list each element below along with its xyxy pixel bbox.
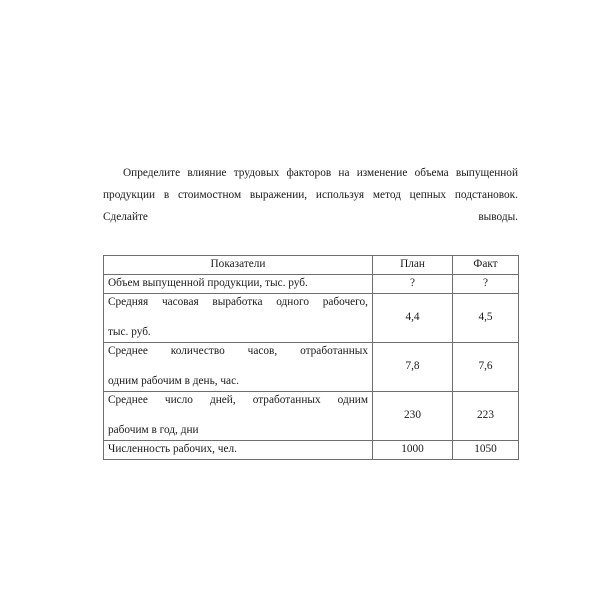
cell-fact: 4,5	[453, 294, 519, 343]
indicator-line: рабочим в год, дни	[108, 424, 199, 436]
indicator-line: Средняя часовая выработка одного рабочего,	[108, 296, 368, 308]
indicator-line: тыс. руб.	[108, 326, 151, 338]
table-row	[104, 343, 519, 392]
table-row	[104, 392, 519, 441]
table-row	[104, 441, 519, 460]
indicator-line: Численность рабочих, чел.	[108, 443, 237, 455]
cell-plan: 1000	[373, 441, 453, 460]
table-row	[104, 294, 519, 343]
cell-indicator	[104, 392, 373, 441]
task-text-block	[103, 162, 518, 250]
indicator-line: Объем выпущенной продукции, тыс. руб.	[108, 277, 308, 289]
cell-indicator	[104, 441, 373, 460]
cell-indicator	[104, 343, 373, 392]
column-header-fact: Факт	[453, 256, 519, 275]
cell-fact: 223	[453, 392, 519, 441]
indicators-table-container	[103, 255, 518, 460]
cell-indicator	[104, 275, 373, 294]
cell-plan: 230	[373, 392, 453, 441]
cell-indicator	[104, 294, 373, 343]
task-paragraph: Определите влияние трудовых факторов на изменение объема выпущенной продукции в стоимостном выражении, используя метод цепных подстановок. Сделайте выводы.	[103, 167, 518, 223]
indicator-line: одним рабочим в день, час.	[108, 375, 239, 387]
indicators-table	[103, 255, 519, 460]
table-body	[104, 275, 519, 460]
table-header-row	[104, 256, 519, 275]
table-row	[104, 275, 519, 294]
cell-fact: 1050	[453, 441, 519, 460]
cell-plan: ?	[373, 275, 453, 294]
column-header-plan: План	[373, 256, 453, 275]
table-header	[104, 256, 519, 275]
cell-plan: 4,4	[373, 294, 453, 343]
indicator-line: Среднее количество часов, отработанных	[108, 345, 368, 357]
cell-plan: 7,8	[373, 343, 453, 392]
indicator-line: Среднее число дней, отработанных одним	[108, 394, 368, 406]
cell-fact: 7,6	[453, 343, 519, 392]
cell-fact: ?	[453, 275, 519, 294]
column-header-indicator: Показатели	[104, 256, 373, 275]
